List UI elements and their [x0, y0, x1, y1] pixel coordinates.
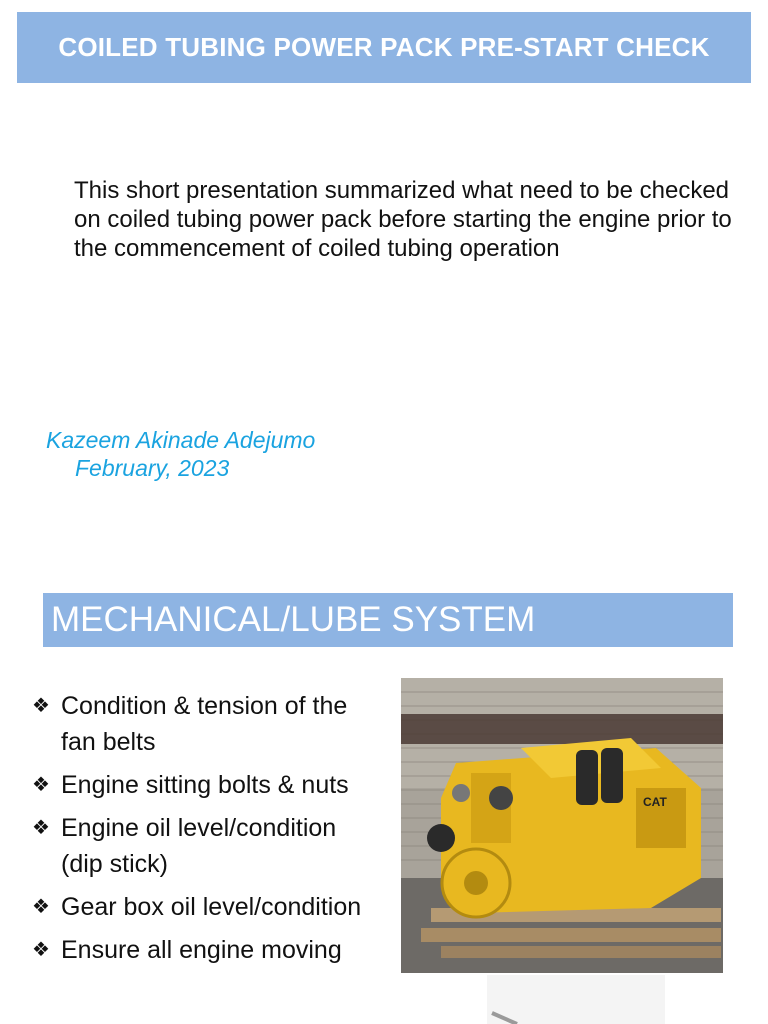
diamond-bullet-icon: ❖ [32, 817, 50, 839]
list-item-text: Engine sitting bolts & nuts [61, 771, 349, 799]
list-item-text: Engine oil level/condition (dip stick) [61, 814, 337, 878]
list-item-text: Gear box oil level/condition [61, 893, 362, 921]
engine-illustration [401, 678, 723, 973]
diamond-bullet-icon: ❖ [32, 939, 50, 961]
diamond-bullet-icon: ❖ [32, 774, 50, 796]
checklist [32, 688, 377, 975]
partial-image [487, 975, 665, 1024]
list-item [32, 767, 377, 803]
partial-photo [487, 975, 665, 1024]
list-item-text: Condition & tension of the fan belts [61, 692, 348, 756]
section-banner [43, 593, 733, 647]
summary-text: This short presentation summarized what need to be checked on coiled tubing power pack before starting the engine prior to the commencement of coiled tubing operation [74, 177, 732, 262]
author-name: Kazeem Akinade Adejumo [46, 427, 316, 453]
svg-text:CAT: CAT [643, 795, 667, 809]
title-banner [17, 12, 751, 83]
page-title: COILED TUBING POWER PACK PRE-START CHECK [58, 32, 710, 62]
engine-photo [401, 678, 723, 973]
diamond-bullet-icon: ❖ [32, 896, 50, 918]
list-item [32, 688, 377, 760]
list-item-text: Ensure all engine moving [61, 936, 342, 964]
list-item [32, 889, 377, 925]
presentation-date: February, 2023 [75, 455, 230, 481]
section-title: MECHANICAL/LUBE SYSTEM [51, 600, 536, 639]
list-item [32, 810, 377, 882]
diamond-bullet-icon: ❖ [32, 695, 50, 717]
list-item [32, 932, 377, 968]
